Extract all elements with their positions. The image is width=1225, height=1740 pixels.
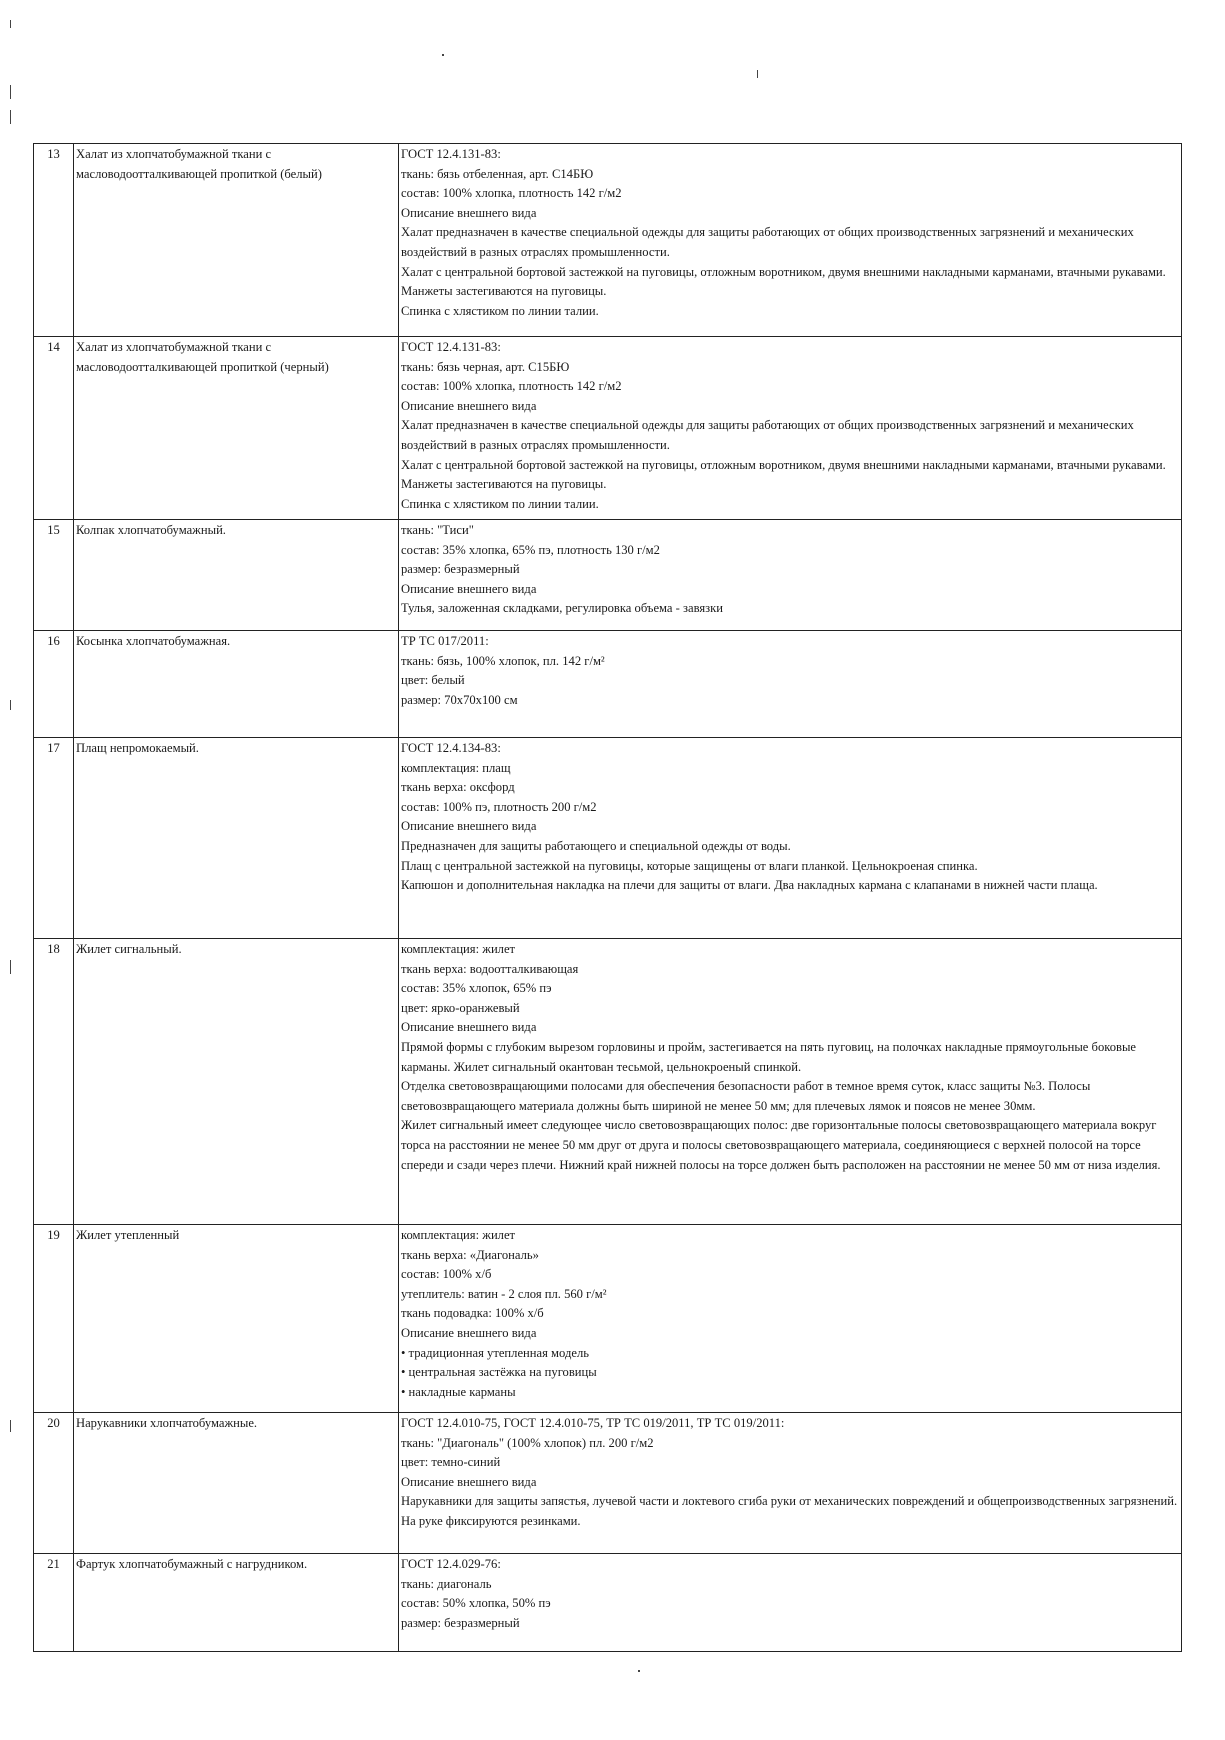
description-line: состав: 35% хлопка, 65% пэ, плотность 130 г/м2: [401, 542, 660, 557]
description-line: цвет: темно-синий: [401, 1455, 501, 1470]
description-line: ткань: "Диагональ" (100% хлопок) пл. 200 г/м2: [401, 1435, 654, 1450]
description-line: ГОСТ 12.4.131-83:: [401, 147, 501, 161]
item-description: [399, 337, 1182, 520]
description-line: ткань: "Тиси": [401, 523, 474, 537]
description-line: состав: 100% х/б: [401, 1267, 492, 1282]
table-row: [34, 337, 1182, 520]
description-line: Халат предназначен в качестве специальной одежды для защиты работающих от общих производственных загрязнений и механических воздействий в разных отраслях промышленности.: [401, 225, 1134, 259]
description-line: Жилет сигнальный имеет следующее число световозвращающих полос: две горизонтальные полосы световозвращающего материала вокруг торса на расстоянии не менее 50 мм друг от друга и полосы световозвращающего материала, соединяющиеся с верхней полосой на торсе спереди и сзади через плечи. Нижний край нижней полосы на торсе должен быть расположен на расстоянии не менее 50 мм от низа изделия.: [401, 1118, 1161, 1172]
item-description: [399, 1225, 1182, 1413]
item-name: Жилет утепленный: [74, 1225, 399, 1413]
description-line: ткань: бязь отбеленная, арт. С14БЮ: [401, 166, 594, 181]
item-name: Плащ непромокаемый.: [74, 738, 399, 939]
scan-artifact: [757, 70, 758, 78]
item-name: Халат из хлопчатобумажной ткани с масловодоотталкивающей пропиткой (черный): [74, 337, 399, 520]
row-number: 14: [34, 337, 74, 520]
item-name: Колпак хлопчатобумажный.: [74, 520, 399, 631]
description-line: Плащ с центральной застежкой на пуговицы, которые защищены от влаги планкой. Цельнокроеная спинка.: [401, 858, 978, 873]
row-number: 21: [34, 1554, 74, 1652]
description-line: Описание внешнего вида: [401, 581, 537, 596]
description-line: Спинка с хлястиком по линии талии.: [401, 303, 599, 318]
item-description: [399, 631, 1182, 738]
description-line: Отделка световозвращающими полосами для обеспечения безопасности работ в темное время суток, класс защиты №3. Полосы световозвращающего материала должны быть шириной не менее 50 мм; для плечевых лямок и поясов не менее 30мм.: [401, 1079, 1091, 1113]
table-row: [34, 520, 1182, 631]
description-line: ткань подовадка: 100% х/б: [401, 1306, 544, 1321]
row-number: 15: [34, 520, 74, 631]
item-name: Косынка хлопчатобумажная.: [74, 631, 399, 738]
description-line: Описание внешнего вида: [401, 398, 537, 413]
scan-artifact: [638, 1670, 640, 1672]
description-line: ткань: бязь, 100% хлопок, пл. 142 г/м²: [401, 653, 605, 668]
row-number: 16: [34, 631, 74, 738]
scan-artifact: [10, 20, 11, 28]
description-line: состав: 50% хлопка, 50% пэ: [401, 1596, 551, 1611]
table-row: [34, 1225, 1182, 1413]
scan-artifact: [10, 700, 11, 710]
description-line: состав: 100% хлопка, плотность 142 г/м2: [401, 186, 622, 201]
description-line: Халат с центральной бортовой застежкой на пуговицы, отложным воротником, двумя внешними накладными карманами, втачными рукавами. Манжеты застегиваются на пуговицы.: [401, 457, 1166, 492]
item-description: [399, 520, 1182, 631]
description-line: ГОСТ 12.4.010-75, ГОСТ 12.4.010-75, ТР ТС 019/2011, ТР ТС 019/2011:: [401, 1416, 785, 1430]
description-line: Спинка с хлястиком по линии талии.: [401, 496, 599, 511]
description-line: Описание внешнего вида: [401, 1474, 537, 1489]
description-line: ТР ТС 017/2011:: [401, 634, 489, 648]
item-description: [399, 939, 1182, 1225]
description-line: • традиционная утепленная модель: [401, 1345, 589, 1360]
row-number: 19: [34, 1225, 74, 1413]
scan-artifact: [442, 54, 444, 56]
row-number: 20: [34, 1413, 74, 1554]
scan-artifact: [10, 960, 11, 974]
row-number: 18: [34, 939, 74, 1225]
description-line: размер: безразмерный: [401, 562, 520, 577]
description-line: цвет: белый: [401, 673, 465, 688]
description-line: Халат с центральной бортовой застежкой на пуговицы, отложным воротником, двумя внешними накладными карманами, втачными рукавами. Манжеты застегиваются на пуговицы.: [401, 264, 1166, 299]
item-description: [399, 1413, 1182, 1554]
description-line: комплектация: жилет: [401, 942, 516, 956]
description-line: Тулья, заложенная складками, регулировка объема - завязки: [401, 601, 723, 616]
description-line: цвет: ярко-оранжевый: [401, 1000, 520, 1015]
description-line: размер: безразмерный: [401, 1615, 520, 1630]
item-description: [399, 1554, 1182, 1652]
description-line: • центральная застёжка на пуговицы: [401, 1365, 597, 1380]
item-name: Жилет сигнальный.: [74, 939, 399, 1225]
specification-table: [33, 143, 1182, 1652]
description-line: ГОСТ 12.4.131-83:: [401, 340, 501, 354]
description-line: Халат предназначен в качестве специальной одежды для защиты работающих от общих производственных загрязнений и механических воздействий в разных отраслях промышленности.: [401, 418, 1134, 452]
specification-table-body: [34, 144, 1182, 1652]
row-number: 17: [34, 738, 74, 939]
description-line: ГОСТ 12.4.134-83:: [401, 741, 501, 755]
description-line: Описание внешнего вида: [401, 819, 537, 834]
description-line: комплектация: плащ: [401, 760, 511, 775]
description-line: Нарукавники для защиты запястья, лучевой части и локтевого сгиба руки от механических повреждений и общепроизводственных загрязнений. На руке фиксируются резинками.: [401, 1494, 1178, 1528]
description-line: размер: 70х70х100 см: [401, 692, 518, 707]
description-line: ткань: диагональ: [401, 1576, 492, 1591]
description-line: ткань верха: водоотталкивающая: [401, 961, 579, 976]
item-description: [399, 144, 1182, 337]
item-name: Нарукавники хлопчатобумажные.: [74, 1413, 399, 1554]
description-line: Описание внешнего вида: [401, 1325, 537, 1340]
item-description: [399, 738, 1182, 939]
description-line: состав: 100% хлопка, плотность 142 г/м2: [401, 379, 622, 394]
table-row: [34, 1413, 1182, 1554]
description-line: ткань верха: оксфорд: [401, 780, 515, 795]
description-line: ткань верха: «Диагональ»: [401, 1247, 539, 1262]
description-line: комплектация: жилет: [401, 1228, 516, 1242]
description-line: Описание внешнего вида: [401, 205, 537, 220]
table-row: [34, 738, 1182, 939]
description-line: Капюшон и дополнительная накладка на плечи для защиты от влаги. Два накладных кармана с клапанами в нижней части плаща.: [401, 878, 1098, 893]
scan-artifact: [10, 110, 11, 124]
description-line: ГОСТ 12.4.029-76:: [401, 1557, 501, 1571]
description-line: • накладные карманы: [401, 1384, 516, 1399]
table-row: [34, 939, 1182, 1225]
description-line: Описание внешнего вида: [401, 1020, 537, 1035]
row-number: 13: [34, 144, 74, 337]
description-line: ткань: бязь черная, арт. С15БЮ: [401, 359, 570, 374]
item-name: Фартук хлопчатобумажный с нагрудником.: [74, 1554, 399, 1652]
item-name: Халат из хлопчатобумажной ткани с масловодоотталкивающей пропиткой (белый): [74, 144, 399, 337]
scan-artifact: [10, 85, 11, 99]
table-row: [34, 631, 1182, 738]
description-line: состав: 100% пэ, плотность 200 г/м2: [401, 799, 597, 814]
table-row: [34, 1554, 1182, 1652]
description-line: Прямой формы с глубоким вырезом горловины и пройм, застегивается на пять пуговиц, на полочках накладные прямоугольные боковые карманы. Жилет сигнальный окантован тесьмой, цельнокроеный спинкой.: [401, 1039, 1137, 1074]
description-line: утеплитель: ватин - 2 слоя пл. 560 г/м²: [401, 1286, 607, 1301]
description-line: состав: 35% хлопок, 65% пэ: [401, 981, 552, 996]
table-row: [34, 144, 1182, 337]
description-line: Предназначен для защиты работающего и специальной одежды от воды.: [401, 838, 791, 853]
scan-artifact: [10, 1420, 11, 1432]
